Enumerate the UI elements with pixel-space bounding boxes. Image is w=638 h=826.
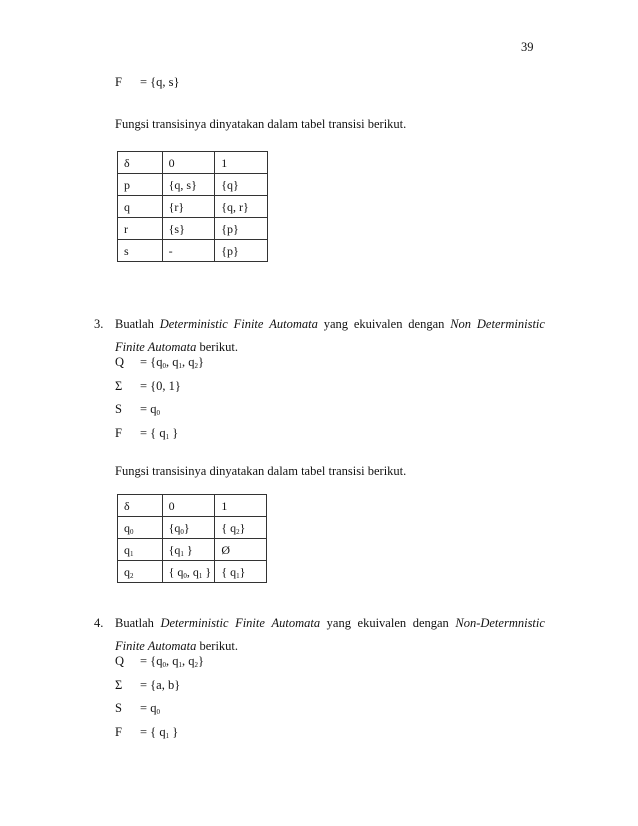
def-label: F xyxy=(115,724,122,739)
def-value: = {$q_0$, $q_1$, $q_2$} xyxy=(140,654,204,669)
item-4-italic-term: Finite Automata xyxy=(115,639,197,653)
def-label: S xyxy=(115,701,122,715)
table-cell: Ø xyxy=(215,539,267,561)
table-cell: {q, r} xyxy=(215,196,268,218)
def-value: = { $q_1$ } xyxy=(140,724,179,740)
table-cell: {p} xyxy=(215,218,268,240)
instruction-word: Deterministic xyxy=(160,616,229,630)
def-label: Q xyxy=(115,355,125,369)
table-cell: s xyxy=(118,240,163,262)
instruction-word: yang xyxy=(326,616,351,630)
table-header-cell: 0 xyxy=(162,495,215,517)
table-cell: {q, s} xyxy=(162,174,215,196)
table-header-cell: δ xyxy=(118,495,163,517)
instruction-word: Non-Determnistic xyxy=(455,616,545,630)
instruction-word: Deterministic xyxy=(476,317,545,331)
table-row xyxy=(118,218,268,240)
table-cell: - xyxy=(162,240,215,262)
table-cell: $\{q_0\}$ xyxy=(162,517,215,539)
instruction-word: Finite xyxy=(235,616,265,630)
instruction-word: Automata xyxy=(271,616,321,630)
table-intro-2: Fungsi transisinya dinyatakan dalam tabel transisi berikut. xyxy=(115,464,407,478)
table-cell: q xyxy=(118,196,163,218)
item-number-4: 4. xyxy=(94,616,104,630)
instruction-word: dengan xyxy=(412,616,449,630)
table-row xyxy=(118,240,268,262)
item-3-instruction-line-1 xyxy=(115,318,545,331)
def-label: F xyxy=(115,425,122,440)
table-cell: $q_0$ xyxy=(118,517,163,539)
table-row xyxy=(118,196,268,218)
table-header-row xyxy=(118,495,267,517)
def-label-F: F xyxy=(115,75,122,89)
table-row xyxy=(118,561,267,583)
instruction-word: Finite xyxy=(233,317,264,331)
table-cell: r xyxy=(118,218,163,240)
def-value: = {a, b} xyxy=(140,677,181,692)
table-header-cell: δ xyxy=(118,152,163,174)
def-value: = {$q_0$, $q_1$, $q_2$} xyxy=(140,355,204,370)
item-3-italic-term: Finite Automata xyxy=(115,340,197,354)
table-intro: Fungsi transisinya dinyatakan dalam tabel transisi berikut. xyxy=(115,117,407,131)
def-value: = $q_0$ xyxy=(140,402,160,417)
item-3-instruction-line-2 xyxy=(115,341,238,354)
instruction-word: Buatlah xyxy=(115,616,154,630)
table-header-cell: 1 xyxy=(215,152,268,174)
item-number-3: 3. xyxy=(94,317,104,331)
table-header-cell: 1 xyxy=(215,495,267,517)
table-cell: {r} xyxy=(162,196,215,218)
def-label: Q xyxy=(115,654,125,668)
table-header-cell: 0 xyxy=(162,152,215,174)
table-row xyxy=(118,539,267,561)
item-4-instruction-line-1 xyxy=(115,617,545,630)
instruction-word: Deterministic xyxy=(159,317,228,331)
def-label: S xyxy=(115,402,122,416)
instruction-word: yang xyxy=(323,317,349,331)
table-cell: {$q_1$ } xyxy=(162,539,215,561)
def-label: Σ xyxy=(115,378,123,393)
table-cell: { $q_2$} xyxy=(215,517,267,539)
def-value: = {0, 1} xyxy=(140,378,181,393)
item-4-instruction-line-2 xyxy=(115,640,238,653)
def-value: = $q_0$ xyxy=(140,701,160,716)
table-header-row xyxy=(118,152,268,174)
def-label: Σ xyxy=(115,677,123,692)
instruction-word: dengan xyxy=(408,317,445,331)
table-cell: {s} xyxy=(162,218,215,240)
instruction-word: Buatlah xyxy=(115,317,154,331)
instruction-word: ekuivalen xyxy=(357,616,407,630)
page-number: 39 xyxy=(521,40,534,54)
table-cell: {q} xyxy=(215,174,268,196)
def-value: = { $q_1$ } xyxy=(140,425,179,441)
table-row xyxy=(118,174,268,196)
table-cell: $q_1$ xyxy=(118,539,163,561)
table-cell: { $q_0$, $q_1$ } xyxy=(162,561,215,583)
table-cell: { $q_1$} xyxy=(215,561,267,583)
def-value-F: = {q, s} xyxy=(140,75,180,89)
instruction-word: Non xyxy=(450,317,472,331)
table-cell: {p} xyxy=(215,240,268,262)
item-3-line-2-rest: berikut. xyxy=(196,340,239,354)
table-cell: p xyxy=(118,174,163,196)
table-row xyxy=(118,517,267,539)
transition-table-2 xyxy=(117,494,267,583)
instruction-word: ekuivalen xyxy=(353,317,403,331)
table-cell: $q_2$ xyxy=(118,561,163,583)
instruction-word: Automata xyxy=(269,317,318,331)
transition-table-1 xyxy=(117,151,268,262)
item-4-line-2-rest: berikut. xyxy=(196,639,239,653)
